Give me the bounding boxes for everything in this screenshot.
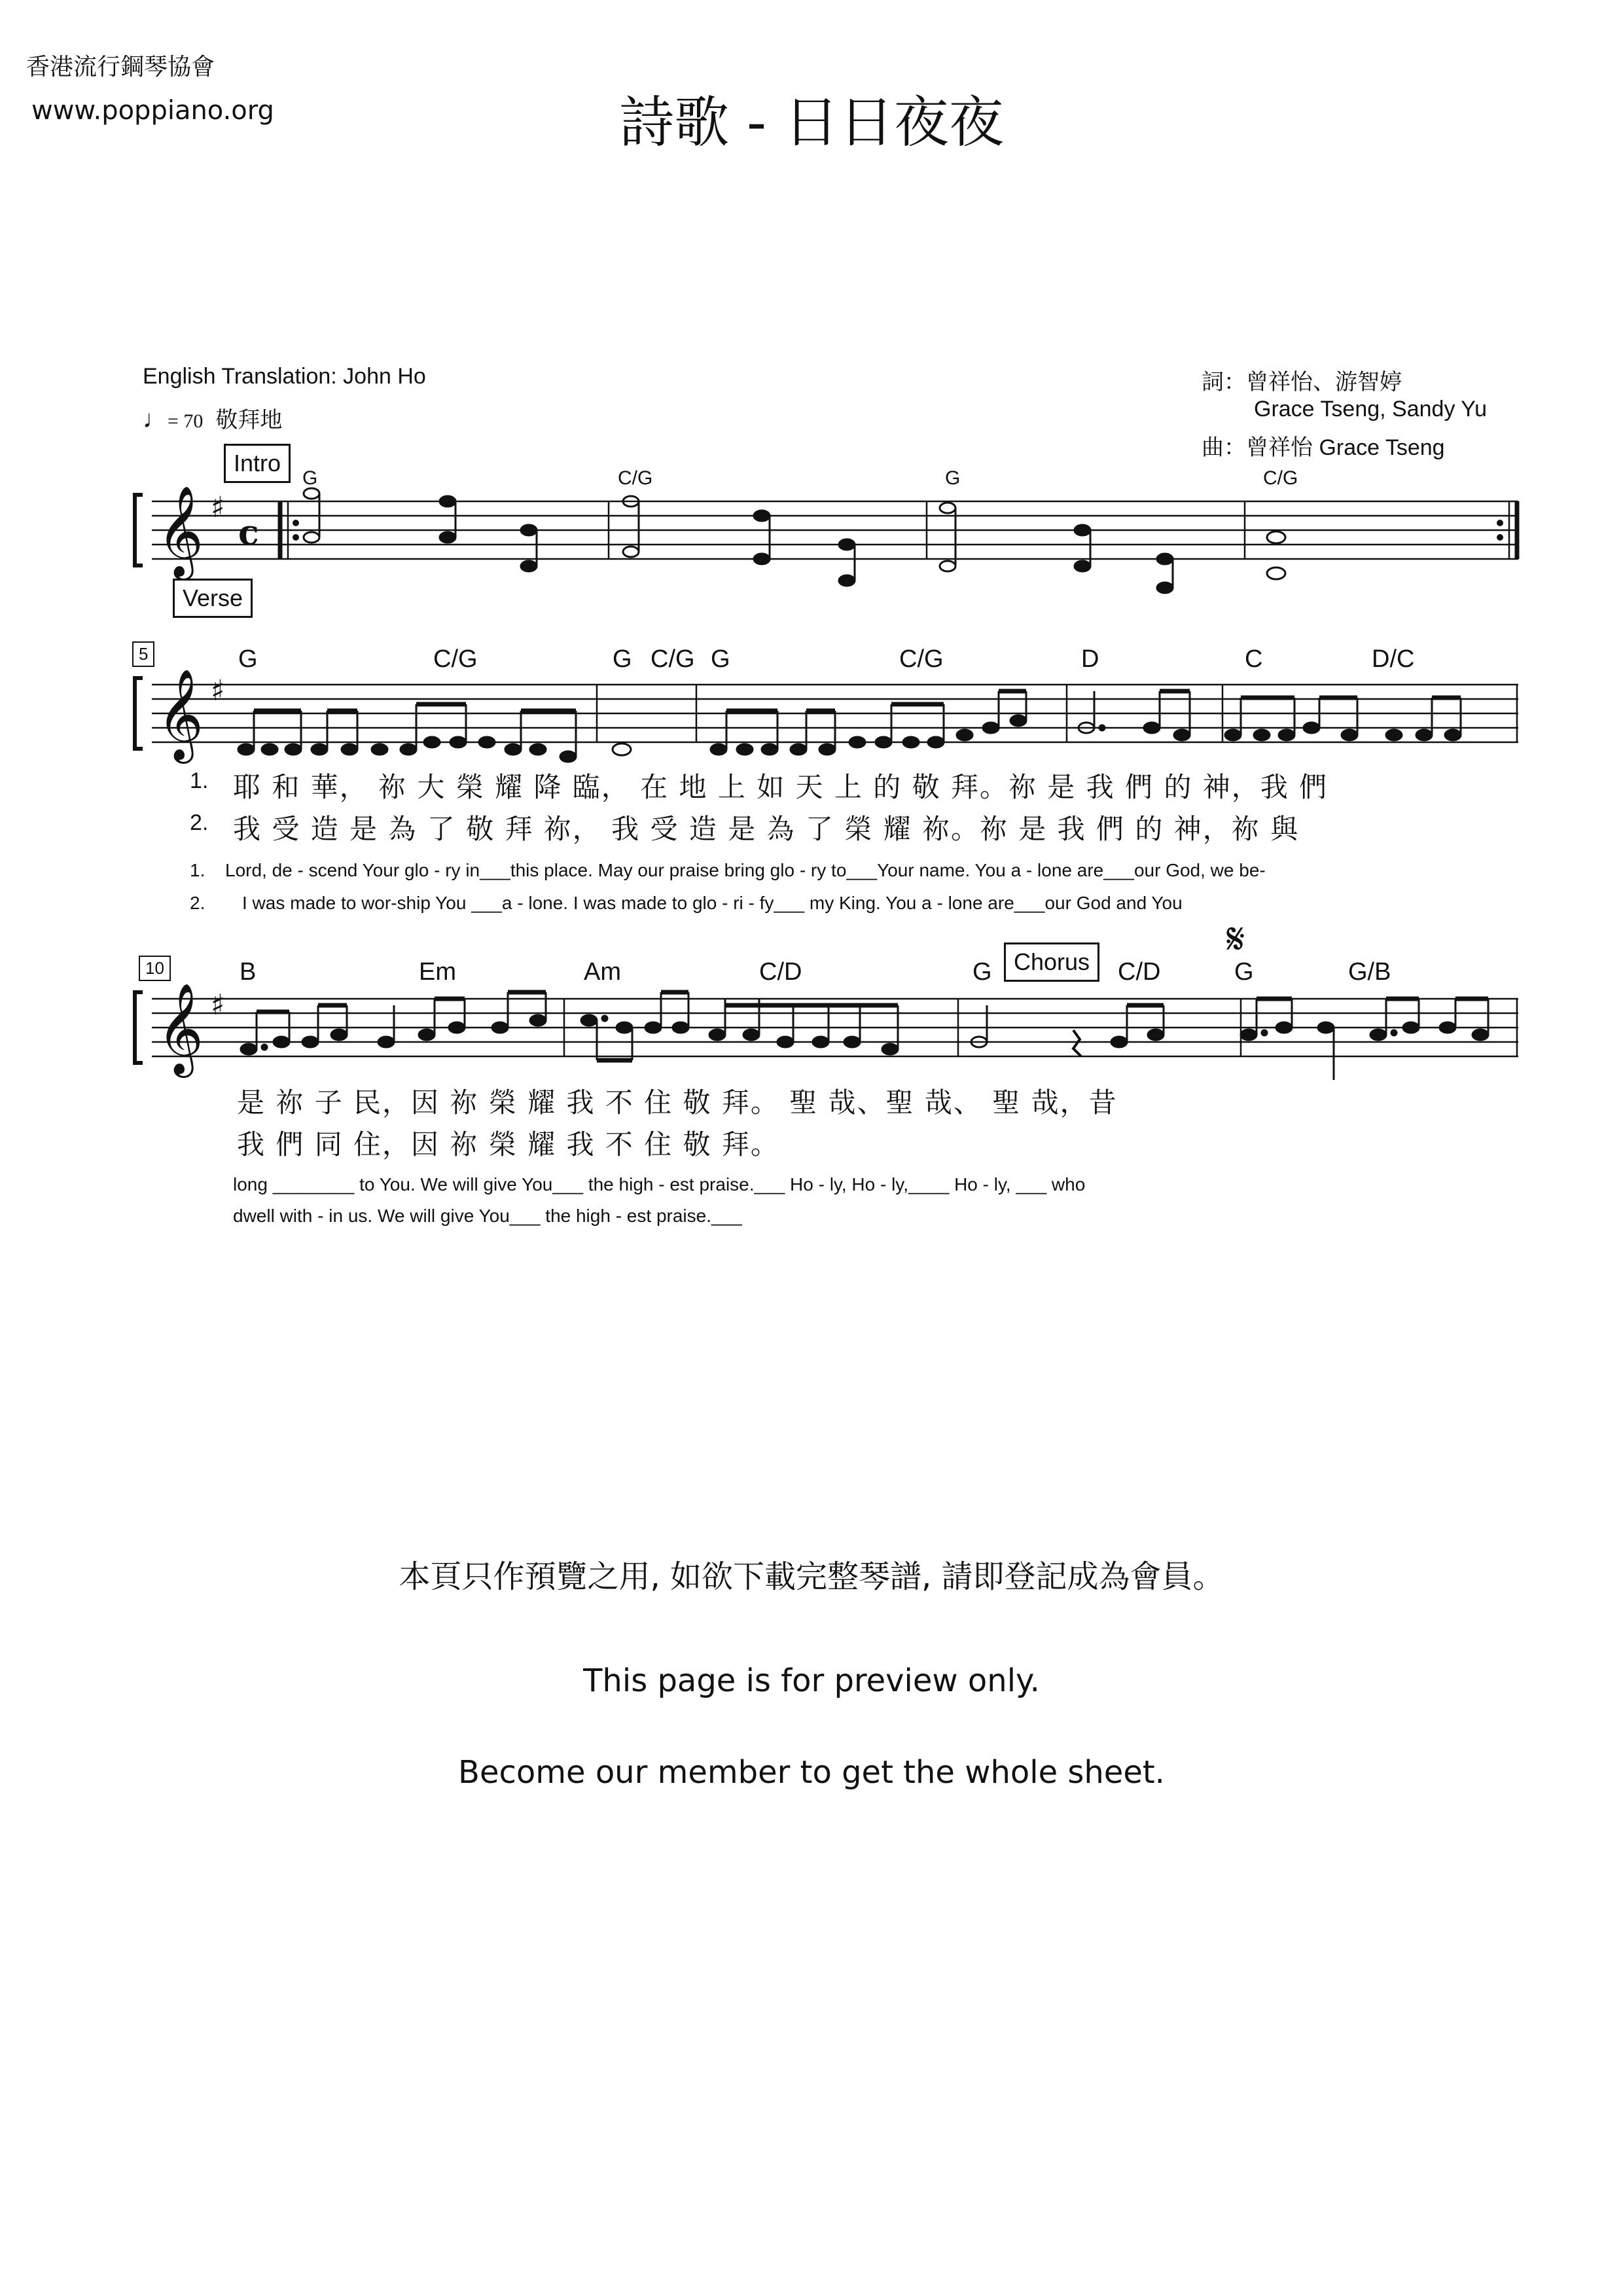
chord-label: D [1081,645,1099,673]
lyrics-en-chorus-2: dwell with - in us. We will give You___ the high - est praise.___ [233,1206,742,1226]
lyricist-credit: 詞：曾祥怡、游智婷 [1202,370,1402,395]
verse-number: 1. [190,860,205,880]
lyricist-names-en: Grace Tseng, Sandy Yu [1254,397,1487,422]
verse-number: 1. [190,768,209,793]
quarter-note-icon: ♩ [143,406,168,433]
intro-label: Intro [224,444,291,483]
verse-number: 2. [190,810,209,835]
chord-label: G [711,645,730,673]
member-notice-en: Become our member to get the whole sheet. [458,1754,1165,1791]
sharp-icon: ♯ [211,674,225,708]
chord-label: G [1234,958,1254,986]
tempo-marking: ♩= 70 敬拜地 [143,406,283,433]
segno-icon: 𝄋 [1226,914,1245,964]
treble-clef-icon: 𝄞 [157,486,204,577]
quarter-rest-icon [1073,1030,1081,1056]
lyrics-en-chorus-1: long ________ to You. We will give You___ the high - est praise.___ Ho - ly, Ho - ly,____ Ho - ly, ___ who [233,1174,1086,1194]
chord-label: Em [419,958,456,986]
chord-label: G [945,467,961,489]
chord-label: B [240,958,257,986]
chord-label: G [613,645,632,673]
sharp-icon: ♯ [211,988,225,1022]
chorus-label: Chorus [1004,942,1099,982]
chord-label: C [1245,645,1263,673]
site-name: 香港流行鋼琴協會 [26,53,215,80]
chord-label: G [238,645,258,673]
measure-number: 10 [139,956,171,981]
treble-clef-icon: 𝄞 [157,983,204,1074]
chord-label: G [972,958,992,986]
lyrics-zh-verse-1: 耶 和 華， 祢 大 榮 耀 降 臨， 在 地 上 如 天 上 的 敬 拜。祢 是 我 們 的 神，我 們 [233,771,1329,803]
chord-label: G/B [1348,958,1391,986]
chord-label: C/G [433,645,478,673]
chord-label: C/G [618,467,653,489]
chord-label: C/G [899,645,944,673]
lyrics-en-verse-2: I was made to wor-ship You ___a - lone. I was made to glo - ri - fy___ my King. You a - lone are___our God and You [242,893,1183,913]
chord-label: C/D [1118,958,1161,986]
common-time-icon: c [238,513,259,553]
preview-notice-zh: 本頁只作預覽之用, 如欲下載完整琴譜, 請即登記成為會員。 [399,1558,1224,1595]
lyrics-zh-verse-2: 我 受 造 是 為 了 敬 拜 祢， 我 受 造 是 為 了 榮 耀 祢。祢 是 我 們 的 神，祢 與 [233,813,1300,845]
site-url[interactable]: www.poppiano.org [31,96,274,126]
sharp-icon: ♯ [211,491,225,524]
translation-credit: English Translation: John Ho [143,364,426,389]
verse-number: 2. [190,893,205,913]
page-title: 詩歌 - 日日夜夜 [619,90,1004,154]
chord-label: Am [584,958,621,986]
chord-label: D/C [1372,645,1415,673]
chord-label: C/G [651,645,695,673]
lyrics-en-verse-1: Lord, de - scend Your glo - ry in___this place. May our praise bring glo - ry to___Your name. You a - lone are___our God, we be- [225,860,1266,880]
chord-label: C/D [759,958,802,986]
lyrics-zh-chorus-2: 我 們 同 住，因 祢 榮 耀 我 不 住 敬 拜。 [237,1128,779,1160]
chord-label: C/G [1263,467,1298,489]
preview-notice-en: This page is for preview only. [583,1662,1040,1699]
chord-label: G [302,467,318,489]
verse-label: Verse [173,579,253,618]
composer-credit: 曲：曾祥怡 Grace Tseng [1202,435,1445,460]
measure-number: 5 [132,641,154,667]
lyrics-zh-chorus-1: 是 祢 子 民，因 祢 榮 耀 我 不 住 敬 拜。 聖 哉、聖 哉、 聖 哉，昔 [237,1086,1118,1119]
treble-clef-icon: 𝄞 [157,669,204,760]
